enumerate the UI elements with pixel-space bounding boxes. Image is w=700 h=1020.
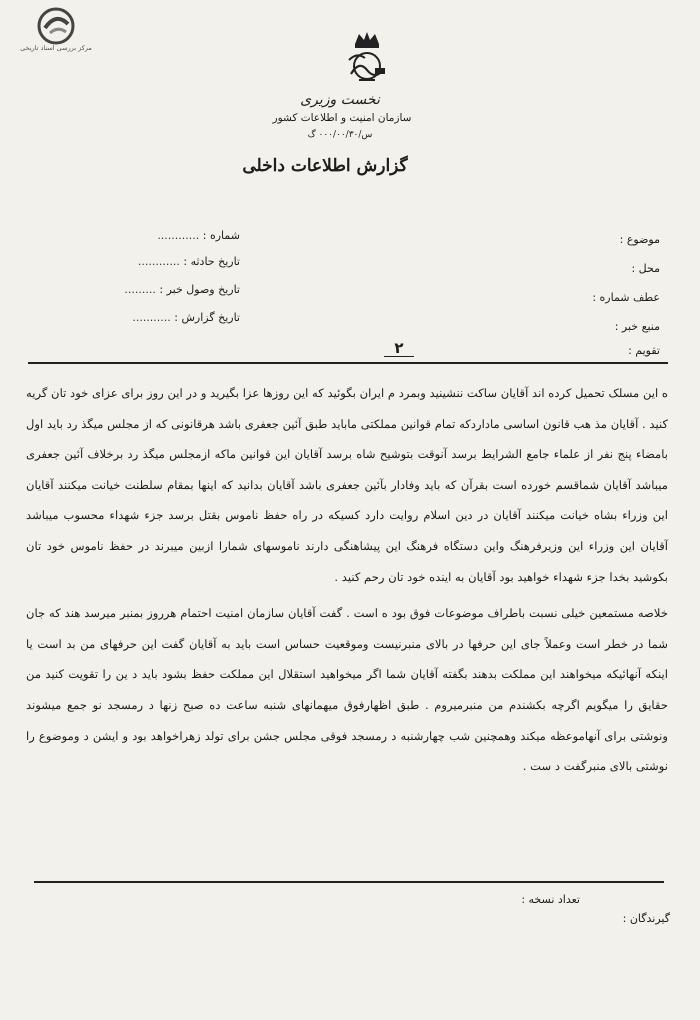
institution-logo-icon bbox=[36, 6, 76, 46]
body-paragraph-2: خلاصه مستمعین خیلی نسبت باطراف موضوعات فوق بود ه است . گفت آقایان سازمان امنیت احتمام هرروز بمنبر میرسد هند که جان شما در خطر است وعملاً جای این حرفها در بالای منبرنیست وموقعیت حساس است باید به آقایان گفت این حرفهای من بد است یا اینکه آنهائیکه میخواهند این مملکت بدهند بگفته آقایان شما اگر میخواهید استقلال این مملکت حفظ بشود باید د ین را تقویت کنید من حقایق را میگویم اگرچه بکشندم من منبرمیروم . طبق اظهارفوق میهمانهای شنبه ساعت ده صبح زنها د رمسجد نو جمع میشوند ونوشتی برای آنهاموعظه میکند وهمچنین شب چهارشنبه د رمسجد فوقی مجلس جشن برای تولد زهراخواهد بود و ایشن د وموضوع را نوشتی بالای منبرگفت د ست . bbox=[26, 606, 668, 774]
watermark-text: مرکز بررسی اسناد تاریخی bbox=[20, 44, 92, 52]
lion-and-sun-crown-icon bbox=[337, 30, 397, 88]
body-paragraph-1: ه این مسلک تحمیل کرده اند آقایان ساکت ننشینید وبمرد م ایران بگوئید که این روزها عزا بگیرید و در این روز برای عزای خود تان گریه کنید . آقایان مذ هب قانون اساسی ماداردکه تمام قوانین مملکتی ماباید طبق آئین جعفری باشد هرقانونی که از مجلس میگذ رد باید اول بامضاء پنج نفر از علماء جامع الشرایط برسد آنوقت بتوشیح شاه برسد آقایان این قوانین ماکه ازمجلس میگذ رد برخلاف آئین جعفری میباشد آقایان شماقسم خورده است بقرآن که باید وفادار بآئین جعفری باشد آقایان بدانید که اینها بمقام سلطنت خیانت میکنند آقایان این وزراء بشاه خیانت میکنند آقایان در دین اسلام روایت دارد کسیکه در راه حفظ ناموس بقتل برسد جزء شهداء محسوب میباشد آقایان این وزراء این وزیرفرهنگ واین دستگاه فرهنگ این پیشاهنگی دارند ناموسهای شمارا ازبین میبرند در حفظ ناموس خود تان بکوشید بخدا جزء شهداء خواهید بود آقایان به اینده خود تان رحم کنید . bbox=[26, 386, 668, 584]
copies-count-label: تعداد نسخه : bbox=[521, 893, 580, 906]
field-number: شماره : ............ bbox=[157, 229, 240, 242]
field-location: محل : bbox=[631, 262, 660, 275]
header-line-2: سازمان امنیت و اطلاعات کشور bbox=[272, 112, 412, 124]
field-subject: موضوع : bbox=[619, 233, 660, 246]
watermark bbox=[6, 6, 106, 56]
field-source: منبع خبر : bbox=[614, 320, 660, 333]
field-incident-date: تاریخ حادثه : ............ bbox=[137, 255, 240, 268]
sequence-number: ۲ bbox=[384, 340, 414, 357]
header-line-1: نخست وزیری bbox=[300, 92, 380, 108]
recipients-label: گیرندگان : bbox=[622, 912, 670, 925]
field-reference-number: عطف شماره : bbox=[592, 291, 660, 304]
report-body bbox=[26, 378, 668, 782]
document-title: گزارش اطلاعات داخلی bbox=[242, 156, 408, 176]
divider-bottom bbox=[34, 881, 664, 883]
header-line-3: س/۰۰۰/۰۰/۳۰ گ bbox=[307, 130, 373, 140]
field-receipt-date: تاریخ وصول خبر : ......... bbox=[124, 283, 240, 296]
field-rating: تقویم : bbox=[628, 344, 660, 357]
field-report-date: تاریخ گزارش : ........... bbox=[132, 311, 240, 324]
divider-top bbox=[28, 362, 668, 364]
